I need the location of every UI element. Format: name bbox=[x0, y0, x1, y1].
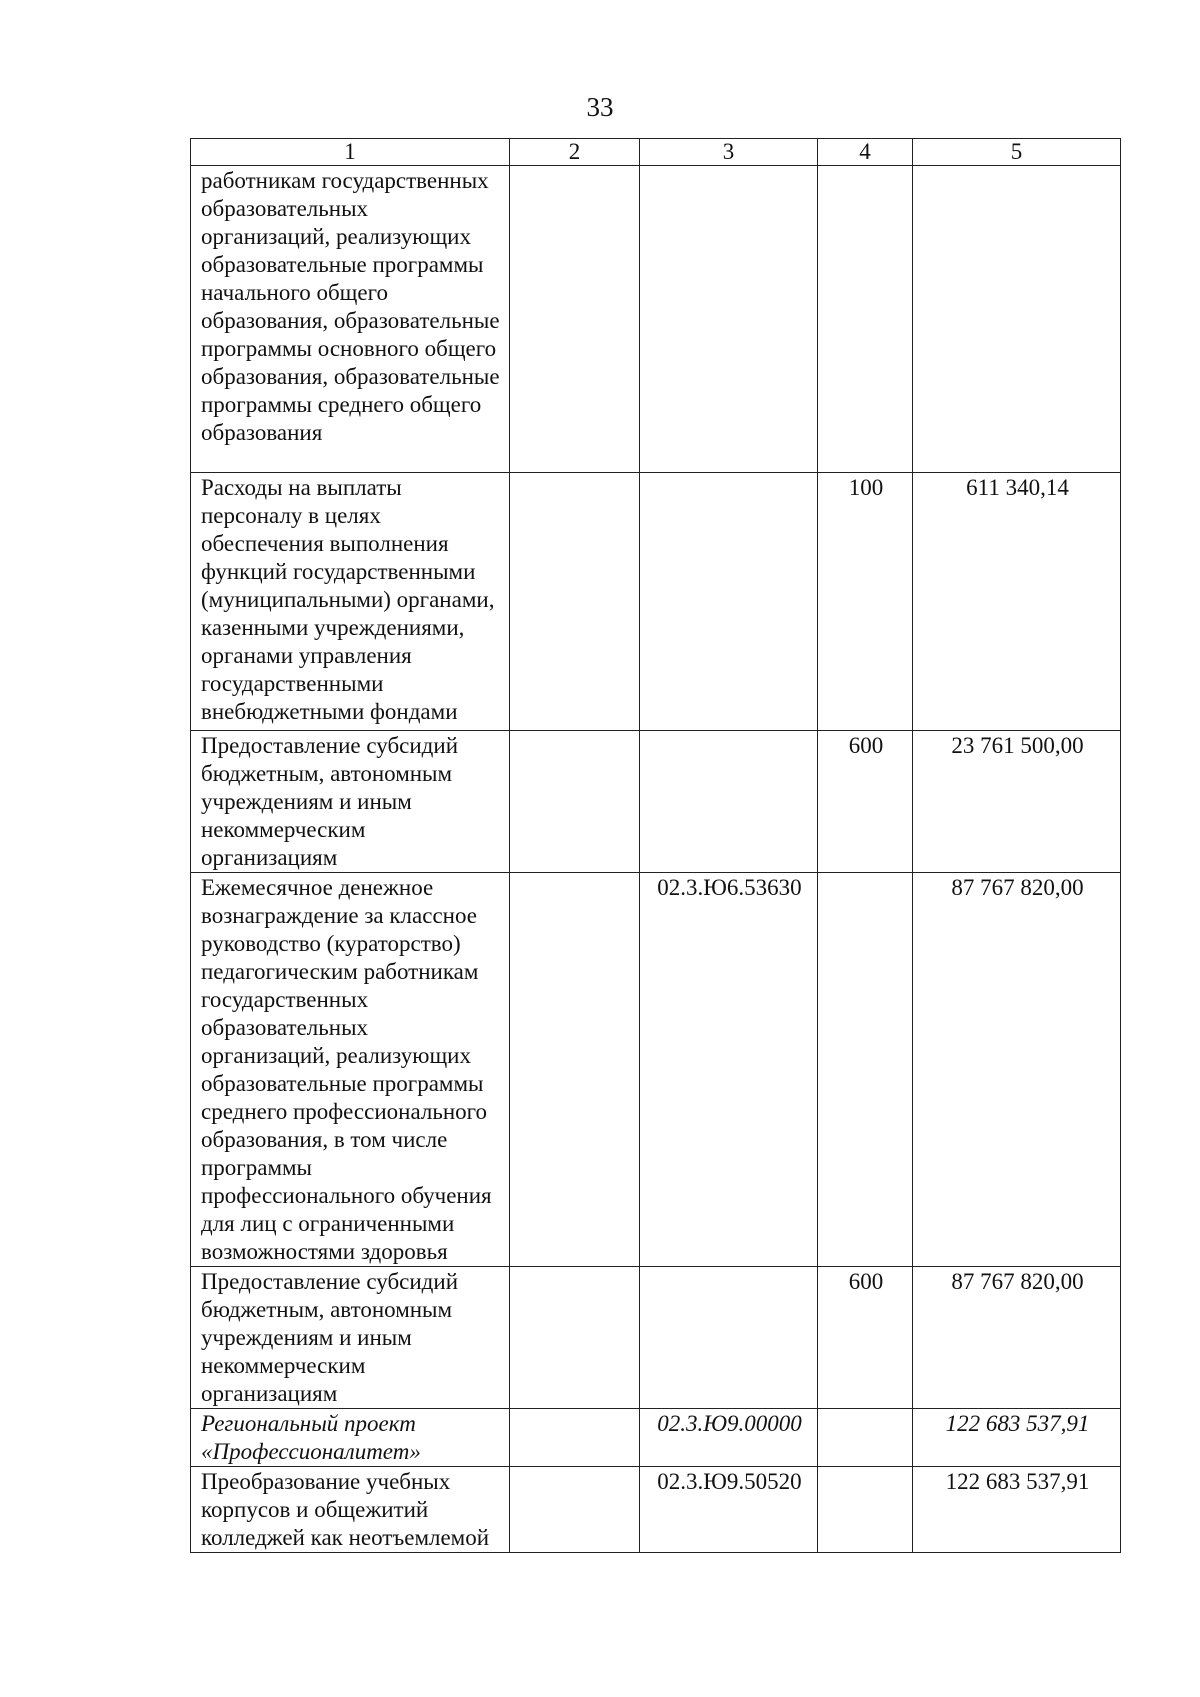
row-code bbox=[640, 473, 818, 731]
budget-table-body bbox=[191, 139, 1121, 1553]
column-header-4: 4 bbox=[818, 139, 913, 166]
row-description: Предоставление субсидий бюджетным, автономным учреждениям и иным некоммерческим организациям bbox=[191, 731, 510, 873]
row-description: Расходы на выплаты персоналу в целях обеспечения выполнения функций государственными (муниципальными) органами, казенными учреждениями, органами управления государственными внебюджетными фондами bbox=[191, 473, 510, 731]
row-amount: 122 683 537,91 bbox=[913, 1409, 1121, 1467]
row-description: Предоставление субсидий бюджетным, автономным учреждениям и иным некоммерческим организациям bbox=[191, 1267, 510, 1409]
row-col2 bbox=[510, 1267, 640, 1409]
row-col2 bbox=[510, 873, 640, 1267]
row-expense-type bbox=[818, 873, 913, 1267]
row-col2 bbox=[510, 473, 640, 731]
row-amount: 611 340,14 bbox=[913, 473, 1121, 731]
row-expense-type bbox=[818, 1409, 913, 1467]
row-code bbox=[640, 1267, 818, 1409]
row-amount: 23 761 500,00 bbox=[913, 731, 1121, 873]
table-header-row bbox=[191, 139, 1121, 166]
row-col2 bbox=[510, 731, 640, 873]
budget-table bbox=[190, 138, 1121, 1553]
table-row bbox=[191, 873, 1121, 1267]
row-expense-type: 600 bbox=[818, 731, 913, 873]
table-row bbox=[191, 166, 1121, 473]
row-expense-type: 600 bbox=[818, 1267, 913, 1409]
table-row bbox=[191, 1267, 1121, 1409]
column-header-5: 5 bbox=[913, 139, 1121, 166]
row-col2 bbox=[510, 1409, 640, 1467]
row-amount: 87 767 820,00 bbox=[913, 873, 1121, 1267]
table-row bbox=[191, 473, 1121, 731]
row-col2 bbox=[510, 1467, 640, 1553]
row-expense-type bbox=[818, 166, 913, 473]
row-description: работникам государственных образовательных организаций, реализующих образовательные программы начального общего образования, образовательные программы основного общего образования, образовательные программы среднего общего образования bbox=[191, 166, 510, 473]
row-amount: 122 683 537,91 bbox=[913, 1467, 1121, 1553]
row-amount bbox=[913, 166, 1121, 473]
row-description: Преобразование учебных корпусов и общежитий колледжей как неотъемлемой bbox=[191, 1467, 510, 1553]
row-expense-type bbox=[818, 1467, 913, 1553]
row-code: 02.3.Ю9.50520 bbox=[640, 1467, 818, 1553]
row-code: 02.3.Ю6.53630 bbox=[640, 873, 818, 1267]
row-expense-type: 100 bbox=[818, 473, 913, 731]
row-code bbox=[640, 166, 818, 473]
row-description: Ежемесячное денежное вознаграждение за классное руководство (кураторство) педагогическим работникам государственных образовательных организаций, реализующих образовательные программы среднего профессионального образования, в том числе программы профессионального обучения для лиц с ограниченными возможностями здоровья bbox=[191, 873, 510, 1267]
column-header-2: 2 bbox=[510, 139, 640, 166]
table-row bbox=[191, 1409, 1121, 1467]
table-row bbox=[191, 1467, 1121, 1553]
row-code: 02.3.Ю9.00000 bbox=[640, 1409, 818, 1467]
row-col2 bbox=[510, 166, 640, 473]
row-amount: 87 767 820,00 bbox=[913, 1267, 1121, 1409]
page-number: 33 bbox=[586, 92, 614, 122]
column-header-3: 3 bbox=[640, 139, 818, 166]
column-header-1: 1 bbox=[191, 139, 510, 166]
table-row bbox=[191, 731, 1121, 873]
row-code bbox=[640, 731, 818, 873]
row-description: Региональный проект «Профессионалитет» bbox=[191, 1409, 510, 1467]
